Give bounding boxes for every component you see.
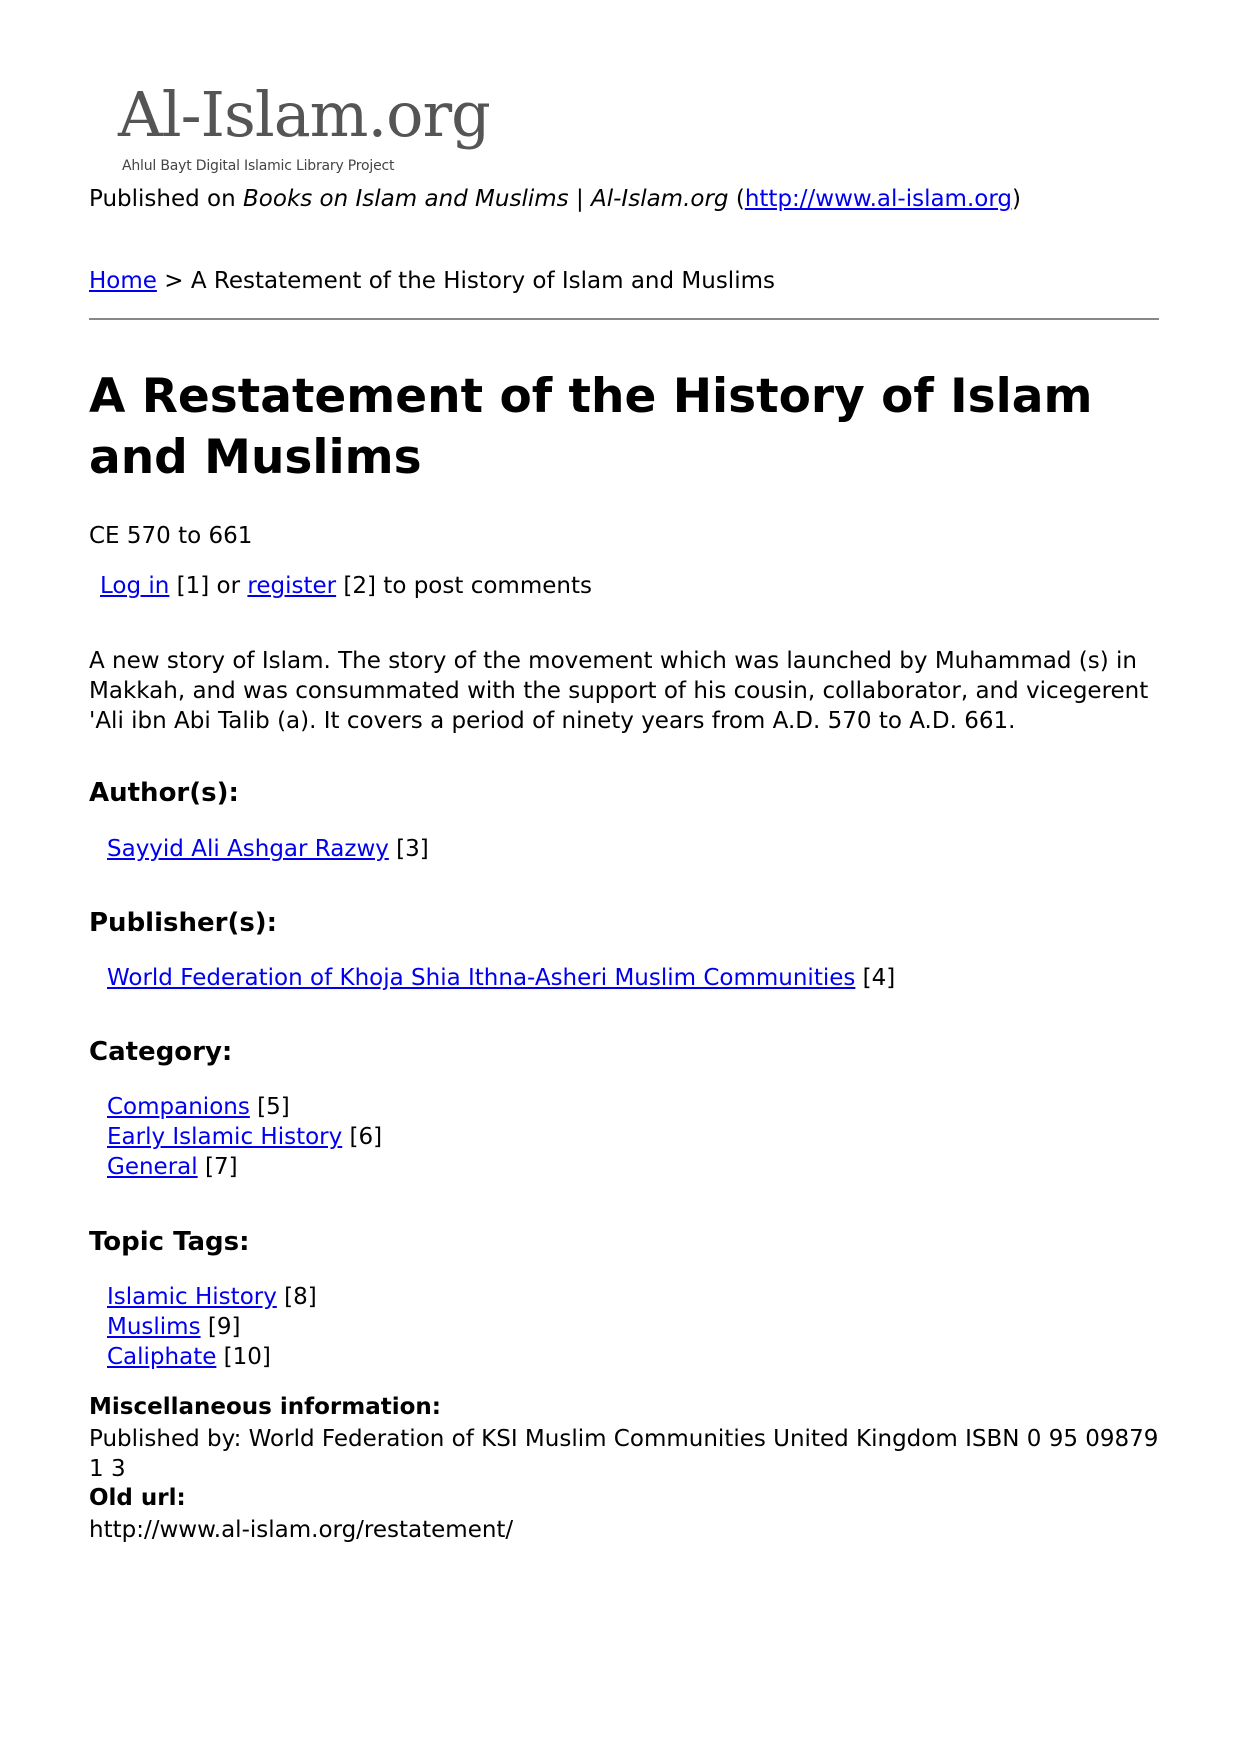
- logo-wordmark: Al-Islam.org: [118, 78, 490, 151]
- category-heading: Category:: [89, 1037, 233, 1067]
- published-on-prefix: Published on: [89, 186, 244, 212]
- tag-ref: [9]: [200, 1314, 241, 1340]
- list-item: [107, 1122, 382, 1152]
- login-link[interactable]: Log in: [100, 573, 170, 599]
- list-item: [107, 834, 429, 864]
- authors-list: [107, 834, 429, 864]
- tag-ref: [10]: [216, 1344, 271, 1370]
- category-list: [107, 1092, 382, 1182]
- category-ref: [6]: [342, 1124, 383, 1150]
- publisher-ref: [4]: [855, 965, 896, 991]
- category-link-companions[interactable]: Companions: [107, 1094, 250, 1120]
- topic-tags-heading: Topic Tags:: [89, 1227, 250, 1257]
- old-url-text: http://www.al-islam.org/restatement/: [89, 1517, 514, 1543]
- author-link[interactable]: Sayyid Ali Ashgar Razwy: [107, 836, 389, 862]
- published-on-close-paren: ): [1012, 186, 1021, 212]
- site-logo: [118, 78, 490, 180]
- old-url-label: Old url:: [89, 1485, 186, 1511]
- category-ref: [5]: [249, 1094, 290, 1120]
- published-on-line: [89, 186, 1021, 212]
- register-link[interactable]: register: [247, 573, 337, 599]
- tag-ref: [8]: [276, 1284, 317, 1310]
- authors-heading: Author(s):: [89, 778, 239, 808]
- login-ref: [1] or: [169, 573, 248, 599]
- publishers-heading: Publisher(s):: [89, 908, 278, 938]
- tag-link-islamic-history[interactable]: Islamic History: [107, 1284, 277, 1310]
- published-on-open-paren: (: [728, 186, 745, 212]
- misc-info-label: Miscellaneous information:: [89, 1394, 441, 1420]
- breadcrumb-separator: >: [156, 268, 191, 294]
- book-description: A new story of Islam. The story of the movement which was launched by Muhammad (s) in Makkah, and was consummated with the support of his cousin, collaborator, and vicegerent 'Ali ibn Abi Talib (a). It covers a period of ninety years from A.D. 570 to A.D. 661.: [89, 648, 1149, 734]
- publisher-link[interactable]: World Federation of Khoja Shia Ithna-Asheri Muslim Communities: [107, 965, 856, 991]
- category-link-early-islamic-history[interactable]: Early Islamic History: [107, 1124, 343, 1150]
- site-url-link[interactable]: http://www.al-islam.org: [744, 186, 1013, 212]
- category-link-general[interactable]: General: [107, 1154, 198, 1180]
- breadcrumb: [89, 268, 775, 294]
- author-ref: [3]: [388, 836, 429, 862]
- breadcrumb-current: A Restatement of the History of Islam and Muslims: [190, 268, 775, 294]
- topic-tags-list: [107, 1282, 317, 1372]
- logo-tagline: Ahlul Bayt Digital Islamic Library Project: [122, 158, 395, 174]
- book-subtitle: CE 570 to 661: [89, 523, 253, 549]
- tag-link-muslims[interactable]: Muslims: [107, 1314, 201, 1340]
- comment-login-line: [100, 573, 592, 599]
- breadcrumb-home-link[interactable]: Home: [89, 268, 157, 294]
- page-title: A Restatement of the History of Islam and Muslims: [89, 369, 1093, 485]
- published-on-site: Books on Islam and Muslims | Al-Islam.org: [243, 186, 729, 212]
- list-item: [107, 1092, 382, 1122]
- tag-link-caliphate[interactable]: Caliphate: [107, 1344, 217, 1370]
- category-ref: [7]: [197, 1154, 238, 1180]
- publishers-list: [107, 963, 895, 993]
- list-item: [107, 1152, 382, 1182]
- register-ref: [2] to post comments: [336, 573, 592, 599]
- misc-info-text: Published by: World Federation of KSI Muslim Communities United Kingdom ISBN 0 95 09879 1 3: [89, 1426, 1159, 1482]
- header-divider: [89, 318, 1159, 320]
- list-item: [107, 1342, 317, 1372]
- list-item: [107, 1312, 317, 1342]
- list-item: [107, 963, 895, 993]
- list-item: [107, 1282, 317, 1312]
